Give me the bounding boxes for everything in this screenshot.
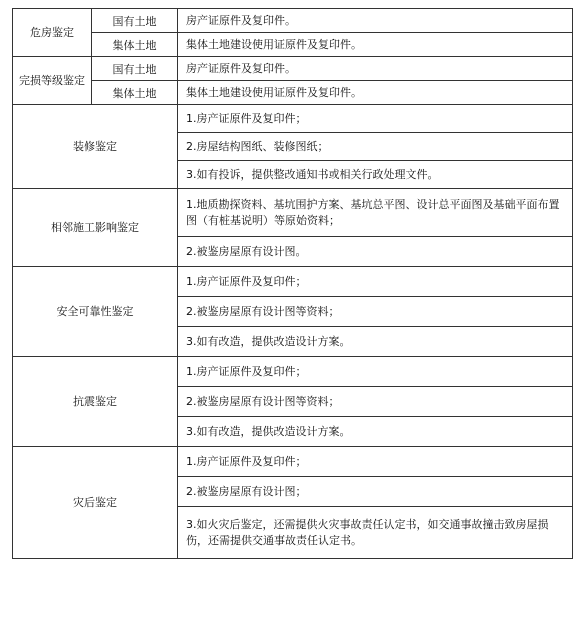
- table-row: [13, 357, 573, 387]
- table-row: [13, 57, 573, 81]
- appraisal-requirements-table: [12, 8, 573, 559]
- requirement-cell: 集体土地建设使用证原件及复印件。: [178, 81, 573, 105]
- land-type-cell: 集体土地: [92, 33, 178, 57]
- requirement-cell: 1.房产证原件及复印件；: [178, 105, 573, 133]
- land-type-cell: 集体土地: [92, 81, 178, 105]
- requirement-cell: 1.地质勘探资料、基坑围护方案、基坑总平图、设计总平面图及基础平面布置图（有桩基说明）等原始资料；: [178, 189, 573, 237]
- requirement-cell: 2.被鉴房屋原有设计图等资料；: [178, 387, 573, 417]
- requirement-cell: 2.被鉴房屋原有设计图；: [178, 477, 573, 507]
- category-cell: 安全可靠性鉴定: [13, 267, 178, 357]
- requirement-cell: 3.如有投诉，提供整改通知书或相关行政处理文件。: [178, 161, 573, 189]
- requirement-cell: 1.房产证原件及复印件；: [178, 447, 573, 477]
- requirement-cell: 3.如火灾后鉴定，还需提供火灾事故责任认定书，如交通事故撞击致房屋损伤，还需提供交通事故责任认定书。: [178, 507, 573, 559]
- requirement-cell: 3.如有改造，提供改造设计方案。: [178, 417, 573, 447]
- requirement-cell: 集体土地建设使用证原件及复印件。: [178, 33, 573, 57]
- land-type-cell: 国有土地: [92, 57, 178, 81]
- table-row: [13, 447, 573, 477]
- table-row: [13, 105, 573, 133]
- requirement-cell: 1.房产证原件及复印件；: [178, 357, 573, 387]
- category-cell: 相邻施工影响鉴定: [13, 189, 178, 267]
- land-type-cell: 国有土地: [92, 9, 178, 33]
- table-row: [13, 81, 573, 105]
- requirement-cell: 3.如有改造，提供改造设计方案。: [178, 327, 573, 357]
- category-cell: 危房鉴定: [13, 9, 92, 57]
- requirement-cell: 房产证原件及复印件。: [178, 9, 573, 33]
- category-cell: 抗震鉴定: [13, 357, 178, 447]
- requirement-cell: 房产证原件及复印件。: [178, 57, 573, 81]
- table-row: [13, 33, 573, 57]
- requirement-cell: 2.房屋结构图纸、装修图纸；: [178, 133, 573, 161]
- requirement-cell: 2.被鉴房屋原有设计图等资料；: [178, 297, 573, 327]
- category-cell: 装修鉴定: [13, 105, 178, 189]
- table-row: [13, 267, 573, 297]
- table-row: [13, 189, 573, 237]
- category-cell: 灾后鉴定: [13, 447, 178, 559]
- requirement-cell: 1.房产证原件及复印件；: [178, 267, 573, 297]
- category-cell: 完损等级鉴定: [13, 57, 92, 105]
- table-row: [13, 9, 573, 33]
- requirement-cell: 2.被鉴房屋原有设计图。: [178, 237, 573, 267]
